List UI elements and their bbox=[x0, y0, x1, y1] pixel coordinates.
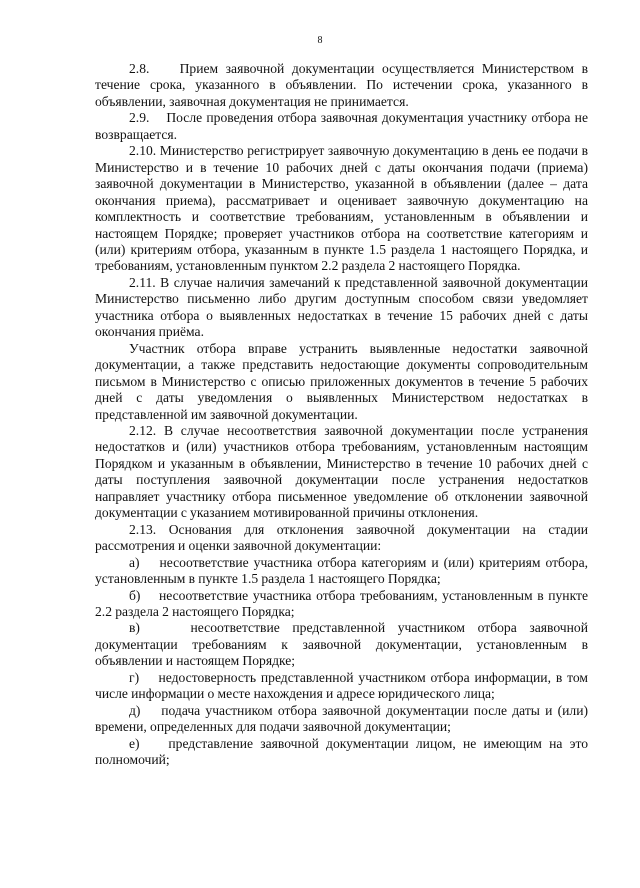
list-item-v: в) несоответствие представленной участником отбора заявочной документации требованиям к заявочной документации, установленным в объявлении и настоящем Порядке; bbox=[95, 620, 588, 669]
paragraph-2-8: 2.8. Прием заявочной документации осуществляется Министерством в течение срока, указанного в объявлении. По истечении срока, указанного в объявлении, заявочная документация не принимается. bbox=[95, 61, 588, 109]
list-item-g: г) недостоверность представленной участником отбора информации, в том числе информации о месте нахождения и адресе юридического лица; bbox=[95, 669, 588, 702]
list-item-e: е) представление заявочной документации лицом, не имеющим на это полномочий; bbox=[95, 735, 588, 768]
paragraph-2-12: 2.12. В случае несоответствия заявочной документации после устранения недостатков и (или) участников отбора требованиям, установленным настоящим Порядком и указанным в объявлении, Министерство в течение 10 рабочих дней с даты поступления заявочной документации после устранения недостатков направляет участнику отбора письменное уведомление об отклонении заявочной документации с указанием мотивированной причины отклонения. bbox=[95, 422, 588, 521]
paragraph-2-10: 2.10. Министерство регистрирует заявочную документацию в день ее подачи в Министерство и в течение 10 рабочих дней с даты окончания подачи (приема) заявочной документации в Министерство, указанной в объявлении (далее – дата окончания приема), рассматривает и оценивает заявочную документацию на комплектность и соответствие требованиям, установленным в объявлении и настоящем Порядке; проверяет участников отбора на соответствие категориям и (или) критериям отбора, указанным в пункте 1.5 раздела 1 настоящего Порядка, и требованиям, установленным пунктом 2.2 раздела 2 настоящего Порядка. bbox=[95, 143, 588, 274]
paragraph-2-11: 2.11. В случае наличия замечаний к представленной заявочной документации Министерство письменно либо другим доступным способом связи уведомляет участника отбора о выявленных недостатках в течение 15 рабочих дней с даты окончания приёма. bbox=[95, 274, 588, 340]
document-body bbox=[95, 61, 588, 768]
list-item-d: д) подача участником отбора заявочной документации после даты и (или) времени, определенных для подачи заявочной документации; bbox=[95, 702, 588, 735]
paragraph-2-9: 2.9. После проведения отбора заявочная документация участнику отбора не возвращается. bbox=[95, 110, 588, 142]
list-item-b: б) несоответствие участника отбора требованиям, установленным в пункте 2.2 раздела 2 настоящего Порядка; bbox=[95, 587, 588, 619]
paragraph-2-13: 2.13. Основания для отклонения заявочной документации на стадии рассмотрения и оценки заявочной документации: bbox=[95, 521, 588, 554]
page-number: 8 bbox=[317, 35, 323, 46]
list-item-a: а) несоответствие участника отбора категориям и (или) критериям отбора, установленным в пункте 1.5 раздела 1 настоящего Порядка; bbox=[95, 554, 588, 587]
paragraph-2-11-continuation: Участник отбора вправе устранить выявленные недостатки заявочной документации, а также представить недостающие документы сопроводительным письмом в Министерство с описью приложенных документов в течение 5 рабочих дней с даты уведомления о выявленных Министерством недостатках в представленной им заявочной документации. bbox=[95, 340, 588, 422]
